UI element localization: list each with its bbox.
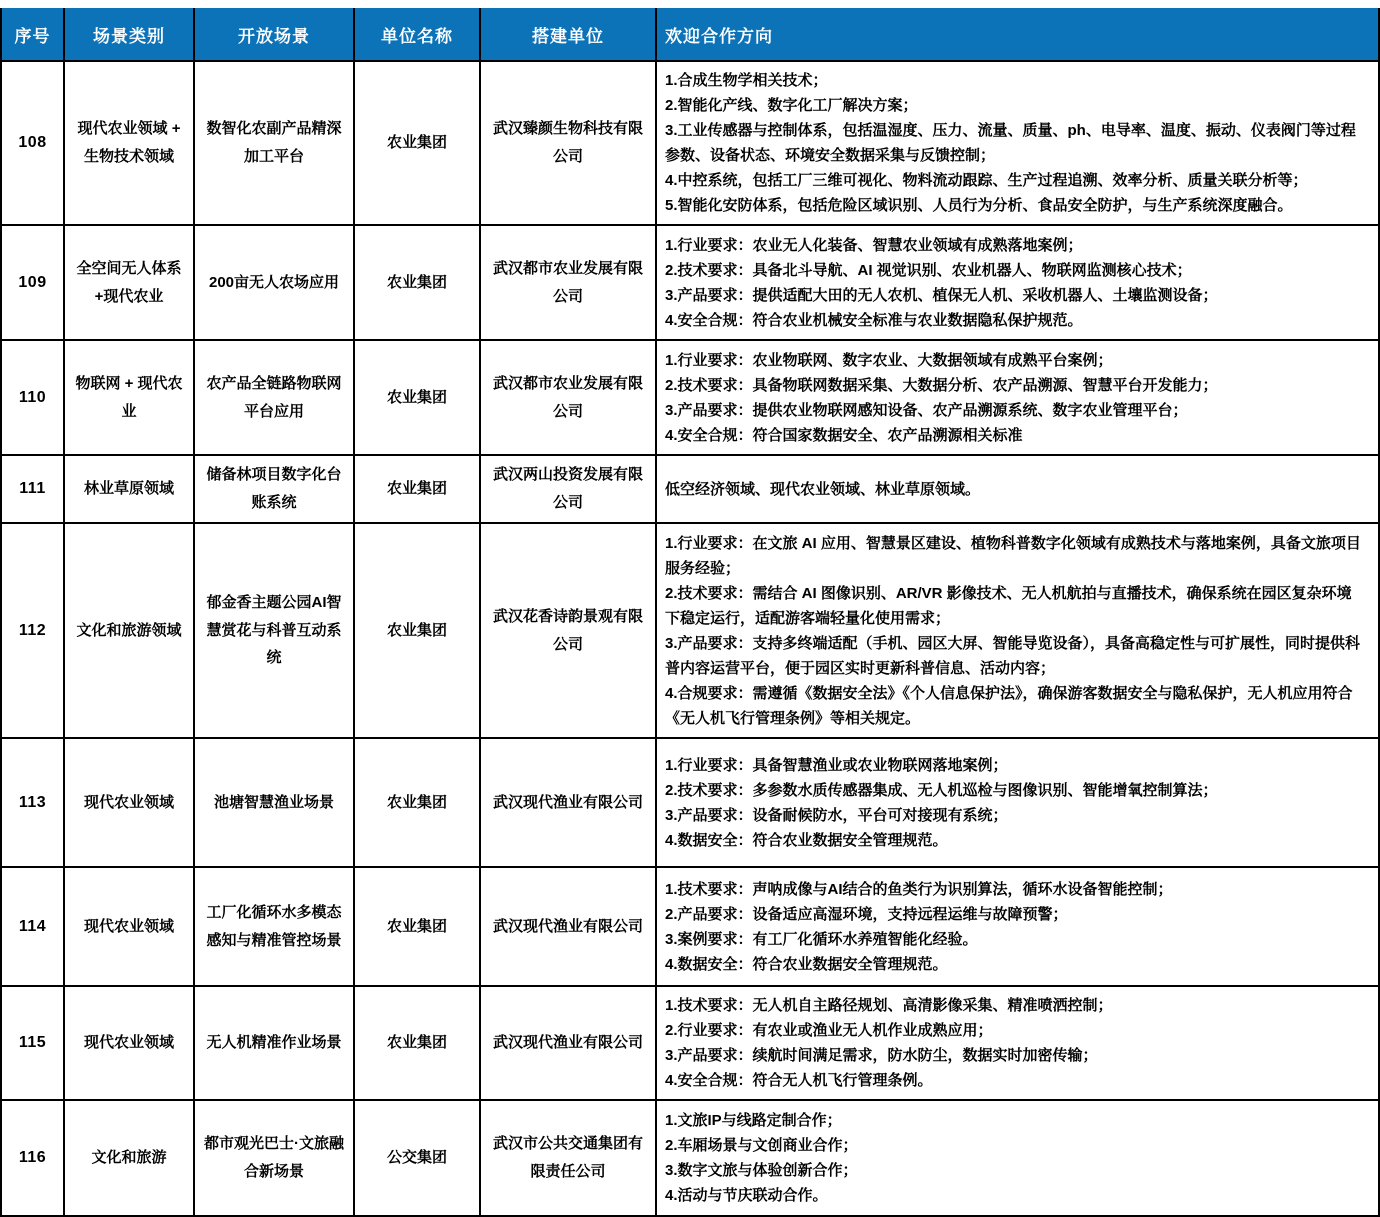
cooperation-line: 2.产品要求：设备适应高湿环境，支持远程运维与故障预警； — [665, 905, 1068, 923]
cell-cooperation — [657, 226, 1378, 339]
cooperation-line: 2.技术要求：具备物联网数据采集、大数据分析、农产品溯源、智慧平台开发能力； — [665, 376, 1218, 394]
scenes-table — [0, 8, 1380, 1217]
cooperation-line: 2.智能化产线、数字化工厂解决方案； — [665, 97, 918, 114]
table-row — [2, 341, 1378, 456]
cell-scene: 200亩无人农场应用 — [195, 226, 355, 339]
cell-unit: 农业集团 — [355, 524, 481, 737]
cooperation-line: 3.产品要求：支持多终端适配（手机、园区大屏、智能导览设备），具备高稳定性与可扩展性，同时提供科普内容运营平台，便于园区实时更新科普信息、活动内容； — [665, 634, 1361, 677]
cooperation-line: 1.技术要求：声呐成像与AI结合的鱼类行为识别算法，循环水设备智能控制； — [665, 880, 1173, 898]
table-row — [2, 62, 1378, 226]
cooperation-line: 5.智能化安防体系，包括危险区域识别、人员行为分析、食品安全防护，与生产系统深度融合。 — [665, 197, 1293, 214]
cell-index: 116 — [2, 1101, 65, 1215]
table-header-row — [2, 8, 1378, 62]
cell-builder: 武汉都市农业发展有限公司 — [481, 341, 657, 454]
cell-cooperation — [657, 341, 1378, 454]
cell-unit: 农业集团 — [355, 341, 481, 454]
cell-cooperation — [657, 739, 1378, 866]
cell-index: 108 — [2, 62, 65, 224]
cooperation-line: 1.合成生物学相关技术； — [665, 72, 828, 89]
cell-index: 109 — [2, 226, 65, 339]
cell-scene: 池塘智慧渔业场景 — [195, 739, 355, 866]
cell-category: 林业草原领域 — [65, 456, 195, 522]
cell-category: 现代农业领域 — [65, 739, 195, 866]
cell-category: 全空间无人体系+现代农业 — [65, 226, 195, 339]
cell-category: 现代农业领域 + 生物技术领域 — [65, 62, 195, 224]
cell-scene: 无人机精准作业场景 — [195, 987, 355, 1099]
cell-unit: 农业集团 — [355, 62, 481, 224]
cooperation-line: 4.活动与节庆联动合作。 — [665, 1187, 828, 1204]
cooperation-line: 3.产品要求：提供农业物联网感知设备、农产品溯源系统、数字农业管理平台； — [665, 401, 1188, 419]
cell-category: 现代农业领域 — [65, 987, 195, 1099]
table-row — [2, 987, 1378, 1101]
cell-builder: 武汉市公共交通集团有限责任公司 — [481, 1101, 657, 1215]
cell-category: 物联网 + 现代农业 — [65, 341, 195, 454]
cooperation-line: 4.安全合规：符合无人机飞行管理条例。 — [665, 1072, 933, 1089]
cell-unit: 农业集团 — [355, 987, 481, 1099]
cell-index: 111 — [2, 456, 65, 522]
cell-category: 文化和旅游 — [65, 1101, 195, 1215]
cell-builder: 武汉现代渔业有限公司 — [481, 739, 657, 866]
cooperation-line: 2.技术要求：需结合 AI 图像识别、AR/VR 影像技术、无人机航拍与直播技术，确保系统在园区复杂环境下稳定运行，适配游客端轻量化使用需求； — [665, 584, 1352, 627]
cell-cooperation — [657, 987, 1378, 1099]
cooperation-line: 2.技术要求：多参数水质传感器集成、无人机巡检与图像识别、智能增氧控制算法； — [665, 781, 1218, 799]
table-row — [2, 868, 1378, 987]
cell-unit: 农业集团 — [355, 456, 481, 522]
cell-builder: 武汉都市农业发展有限公司 — [481, 226, 657, 339]
cooperation-line: 4.合规要求：需遵循《数据安全法》《个人信息保护法》，确保游客数据安全与隐私保护，无人机应用符合《无人机飞行管理条例》等相关规定。 — [665, 684, 1353, 727]
cooperation-line: 4.安全合规：符合国家数据安全、农产品溯源相关标准 — [665, 426, 1023, 444]
cooperation-line: 1.行业要求：在文旅 AI 应用、智慧景区建设、植物科普数字化领域有成熟技术与落地案例，具备文旅项目服务经验； — [665, 534, 1361, 577]
table-row — [2, 1101, 1378, 1215]
cell-cooperation — [657, 868, 1378, 985]
col-header-builder: 搭建单位 — [481, 8, 657, 60]
cell-cooperation — [657, 1101, 1378, 1215]
table-row — [2, 456, 1378, 524]
cooperation-line: 3.案例要求：有工厂化循环水养殖智能化经验。 — [665, 930, 978, 948]
cooperation-line: 2.技术要求：具备北斗导航、AI 视觉识别、农业机器人、物联网监测核心技术； — [665, 261, 1192, 279]
cell-builder: 武汉现代渔业有限公司 — [481, 868, 657, 985]
col-header-scene: 开放场景 — [195, 8, 355, 60]
cell-index: 114 — [2, 868, 65, 985]
cell-scene: 工厂化循环水多模态感知与精准管控场景 — [195, 868, 355, 985]
cell-scene: 郁金香主题公园AI智慧赏花与科普互动系统 — [195, 524, 355, 737]
cooperation-line: 3.数字文旅与体验创新合作； — [665, 1162, 858, 1179]
cell-unit: 农业集团 — [355, 226, 481, 339]
cell-builder: 武汉两山投资发展有限公司 — [481, 456, 657, 522]
cell-index: 113 — [2, 739, 65, 866]
cooperation-line: 2.车厢场景与文创商业合作； — [665, 1137, 858, 1154]
cooperation-line: 4.安全合规：符合农业机械安全标准与农业数据隐私保护规范。 — [665, 311, 1083, 329]
cooperation-line: 1.技术要求：无人机自主路径规划、高清影像采集、精准喷洒控制； — [665, 997, 1113, 1014]
cell-scene: 农产品全链路物联网平台应用 — [195, 341, 355, 454]
cell-index: 110 — [2, 341, 65, 454]
cooperation-line: 4.数据安全：符合农业数据安全管理规范。 — [665, 831, 948, 849]
cell-unit: 公交集团 — [355, 1101, 481, 1215]
col-header-category: 场景类别 — [65, 8, 195, 60]
cell-scene: 都市观光巴士·文旅融合新场景 — [195, 1101, 355, 1215]
table-row — [2, 524, 1378, 739]
cooperation-line: 3.产品要求：设备耐候防水，平台可对接现有系统； — [665, 806, 1008, 824]
cooperation-line: 4.中控系统，包括工厂三维可视化、物料流动跟踪、生产过程追溯、效率分析、质量关联分析等； — [665, 172, 1308, 189]
col-header-unit: 单位名称 — [355, 8, 481, 60]
cell-category: 现代农业领域 — [65, 868, 195, 985]
cooperation-line: 3.产品要求：续航时间满足需求，防水防尘，数据实时加密传输； — [665, 1047, 1098, 1064]
cooperation-line: 1.行业要求：农业无人化装备、智慧农业领域有成熟落地案例； — [665, 236, 1083, 254]
cell-index: 115 — [2, 987, 65, 1099]
cell-builder: 武汉现代渔业有限公司 — [481, 987, 657, 1099]
cooperation-line: 1.行业要求：具备智慧渔业或农业物联网落地案例； — [665, 756, 1008, 774]
cell-builder: 武汉臻颜生物科技有限公司 — [481, 62, 657, 224]
cell-scene: 储备林项目数字化台账系统 — [195, 456, 355, 522]
cell-cooperation — [657, 62, 1378, 224]
table-body — [2, 62, 1378, 1215]
cell-cooperation — [657, 456, 1378, 522]
table-row — [2, 739, 1378, 868]
cooperation-line: 1.行业要求：农业物联网、数字农业、大数据领域有成熟平台案例； — [665, 351, 1113, 369]
col-header-index: 序号 — [2, 8, 65, 60]
cell-category: 文化和旅游领域 — [65, 524, 195, 737]
cooperation-line: 低空经济领域、现代农业领域、林业草原领域。 — [665, 480, 981, 498]
cooperation-line: 3.工业传感器与控制体系，包括温湿度、压力、流量、质量、ph、电导率、温度、振动、仪表阀门等过程参数、设备状态、环境安全数据采集与反馈控制； — [665, 122, 1356, 164]
cell-unit: 农业集团 — [355, 868, 481, 985]
cooperation-line: 3.产品要求：提供适配大田的无人农机、植保无人机、采收机器人、土壤监测设备； — [665, 286, 1218, 304]
cell-unit: 农业集团 — [355, 739, 481, 866]
cell-cooperation — [657, 524, 1378, 737]
cooperation-line: 4.数据安全：符合农业数据安全管理规范。 — [665, 955, 948, 973]
cell-scene: 数智化农副产品精深加工平台 — [195, 62, 355, 224]
col-header-cooperation: 欢迎合作方向 — [665, 26, 773, 46]
cell-index: 112 — [2, 524, 65, 737]
cooperation-line: 2.行业要求：有农业或渔业无人机作业成熟应用； — [665, 1022, 993, 1039]
cell-builder: 武汉花香诗韵景观有限公司 — [481, 524, 657, 737]
table-row — [2, 226, 1378, 341]
cooperation-line: 1.文旅IP与线路定制合作； — [665, 1112, 842, 1129]
